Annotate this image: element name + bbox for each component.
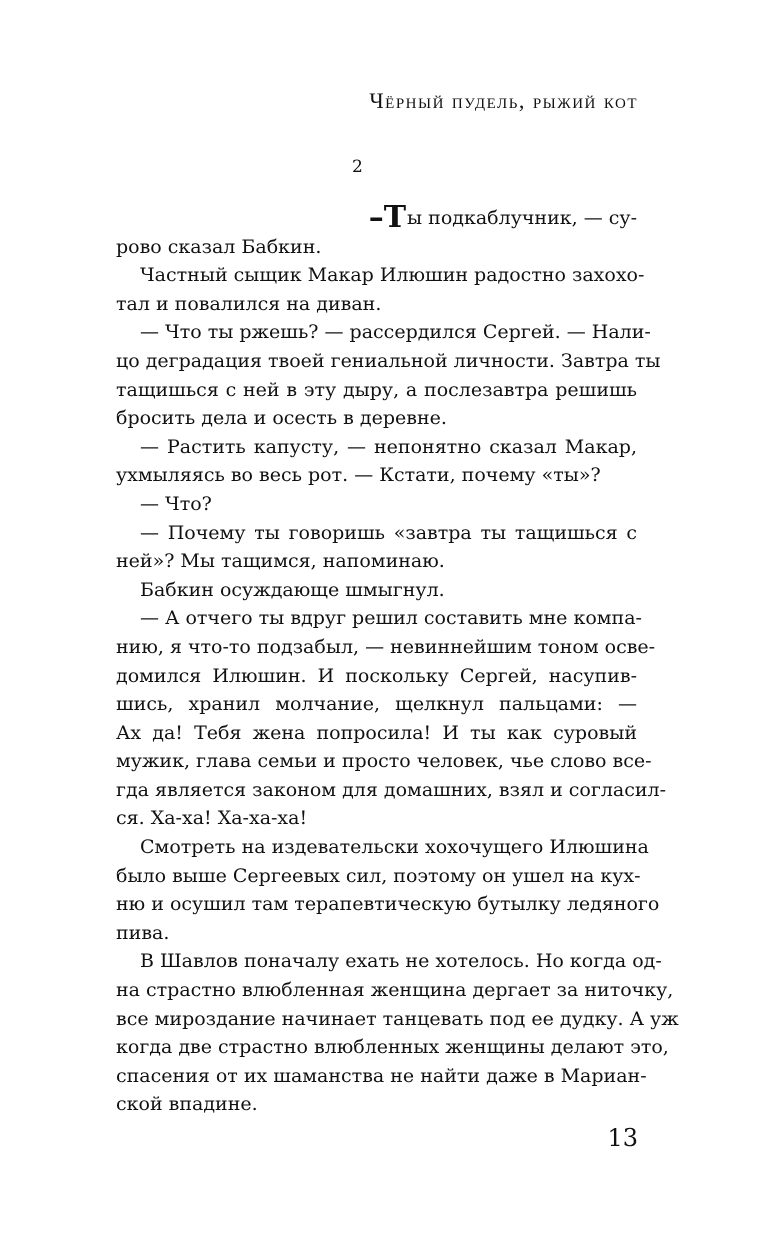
text-line: Ах да! Тебя жена попросила! И ты как суровый [116, 721, 637, 744]
text-line: все мироздание начинает танцевать под ее дудку. А уж [116, 1007, 679, 1030]
text-line: ухмыляясь во весь рот. — Кстати, почему «ты»? [116, 464, 601, 487]
text-line: Бабкин осуждающе шмыгнул. [140, 578, 445, 601]
text-line: — Растить капусту, — непонятно сказал Макар, [140, 435, 637, 458]
text-line: рово сказал Бабкин. [116, 235, 322, 258]
text-line: тал и повалился на диван. [116, 292, 382, 315]
text-line: Смотреть на издевательски хохочущего Илюшина [140, 836, 649, 859]
text-line [116, 200, 637, 235]
running-head: Чёрный пудель, рыжий кот [369, 88, 638, 113]
chapter-number: 2 [352, 157, 363, 177]
text-line: ся. Ха-ха! Ха-ха-ха! [116, 807, 308, 830]
text-line: В Шавлов поначалу ехать не хотелось. Но когда од- [140, 950, 662, 973]
text-line: бросить дела и осесть в деревне. [116, 407, 447, 430]
text-line: — Что? [140, 492, 212, 515]
text-line: когда две страстно влюбленных женщины делают это, [116, 1036, 669, 1059]
text-line: пива. [116, 921, 170, 944]
drop-cap-letter: Т [383, 200, 407, 235]
text-line: домился Илюшин. И поскольку Сергей, насупив- [116, 664, 637, 687]
text-line: ской впадине. [116, 1093, 258, 1116]
text-line: — А отчего ты вдруг решил составить мне компа- [140, 607, 642, 630]
text-line: ней»? Мы тащимся, напоминаю. [116, 550, 445, 573]
text-line-content: ы подкаблучник, — су- [407, 207, 637, 229]
text-line: цо деградация твоей гениальной личности. Завтра ты [116, 349, 661, 372]
drop-cap-dash: – [368, 200, 384, 235]
text-line: нию, я что-то подзабыл, — невиннейшим тоном осве- [116, 635, 656, 658]
text-line: шись, хранил молчание, щелкнул пальцами: — [116, 693, 637, 716]
text-line: мужик, глава семьи и просто человек, чье слово все- [116, 750, 652, 773]
text-line: было выше Сергеевых сил, поэтому он ушел на кух- [116, 864, 641, 887]
text-line: Частный сыщик Макар Илюшин радостно захохо- [140, 264, 645, 287]
text-line: гда является законом для домашних, взял и согласил- [116, 778, 667, 801]
body-text [116, 200, 679, 1119]
text-line: на страстно влюбленная женщина дергает за ниточку, [116, 979, 674, 1002]
text-line: — Что ты ржешь? — рассердился Сергей. — Нали- [140, 321, 651, 344]
page-number: 13 [607, 1124, 638, 1152]
text-line: тащишься с ней в эту дыру, а послезавтра решишь [116, 378, 637, 401]
text-line: спасения от их шаманства не найти даже в Мариан- [116, 1064, 647, 1087]
text-line: — Почему ты говоришь «завтра ты тащишься с [140, 521, 637, 544]
text-line: ню и осушил там терапевтическую бутылку ледяного [116, 893, 660, 916]
